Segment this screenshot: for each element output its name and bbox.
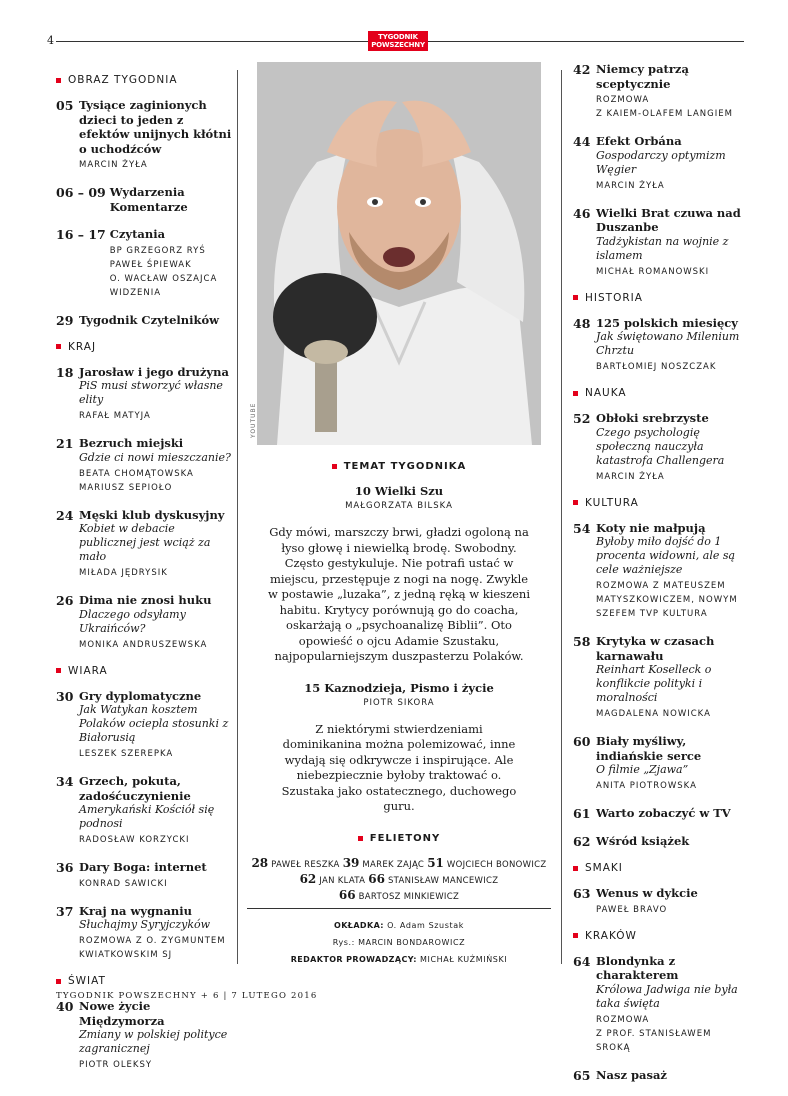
- entry-title: Efekt Orbána: [596, 134, 682, 148]
- toc-entry[interactable]: [56, 313, 232, 328]
- toc-entry[interactable]: [573, 886, 749, 917]
- felieton-author[interactable]: JAN KLATA: [319, 875, 366, 886]
- story-title-text: Kaznodzieja, Pismo i życie: [324, 680, 494, 695]
- section-marker: [573, 933, 578, 938]
- entry-author: RADOSŁAW KORZYCKI: [79, 835, 190, 845]
- entry-body: [79, 313, 232, 328]
- entry-title: Obłoki srebrzyste: [596, 411, 709, 425]
- story-title-text: Wielki Szu: [374, 484, 444, 498]
- entry-page-number: 30: [56, 688, 74, 704]
- entry-subtitle: Kobiet w debacie publicznej jest wciąż za mało: [79, 522, 211, 563]
- entry-author: ROZMOWA: [596, 95, 650, 105]
- section-felietony: [247, 833, 551, 844]
- editor-credit: REDAKTOR PROWADZĄCY: MICHAŁ KUŹMIŃSKI: [290, 955, 508, 964]
- entry-body: [596, 411, 749, 484]
- section-marker: [573, 295, 578, 300]
- entry-body: [79, 999, 232, 1072]
- entry-subtitle: Czego psychologię społeczną nauczyła katastrofa Challengera: [596, 425, 725, 467]
- credits: [247, 908, 551, 968]
- entry-body: [596, 316, 749, 375]
- felieton-page-number: 28: [251, 855, 269, 870]
- entry-author: MARCIN ŻYŁA: [596, 180, 665, 191]
- entry-author: RAFAŁ MATYJA: [79, 411, 151, 421]
- entry-body: [79, 365, 232, 424]
- entry-author: BARTŁOMIEJ NOSZCZAK: [596, 362, 717, 372]
- entry-author: ROZMOWA Z O. ZYGMUNTEM KWIATKOWSKIM SJ: [79, 936, 226, 960]
- entry-author: ROZMOWA: [596, 1014, 650, 1025]
- section-temat-tygodnika: [247, 461, 551, 472]
- felietony-row: [247, 872, 551, 888]
- toc-entry[interactable]: [573, 1068, 749, 1083]
- entry-page-number: 52: [573, 411, 591, 426]
- section-label: FELIETONY: [369, 832, 441, 844]
- entry-body: [79, 508, 232, 581]
- entry-body: [79, 904, 232, 963]
- felietony-row: [247, 888, 551, 904]
- felieton-author[interactable]: PAWEŁ RESZKA: [271, 859, 340, 870]
- toc-entry[interactable]: [56, 365, 232, 424]
- entry-body: [79, 593, 232, 652]
- entry-page-number: 24: [56, 507, 74, 523]
- section-label: SMAKI: [585, 862, 623, 874]
- entry-title: Wielki Brat czuwa nad Duszanbe: [596, 205, 741, 234]
- section-label: OBRAZ TYGODNIA: [68, 74, 178, 86]
- section-label: KULTURA: [585, 496, 639, 509]
- entry-author: KONRAD SAWICKI: [79, 878, 168, 889]
- section-marker: [56, 344, 61, 349]
- entry-page-number: 40: [56, 999, 74, 1014]
- section-heading: [56, 74, 232, 86]
- entry-subtitle: Zmiany w polskiej polityce zagranicznej: [79, 1028, 228, 1055]
- toc-entry[interactable]: [56, 774, 232, 847]
- entry-body: [596, 954, 749, 1055]
- entry-page-number: 44: [573, 134, 591, 149]
- column-divider-right: [561, 70, 562, 964]
- toc-entry[interactable]: [573, 134, 749, 193]
- section-label: HISTORIA: [585, 291, 643, 304]
- toc-entry[interactable]: [573, 411, 749, 484]
- entry-author: WIDZENIA: [109, 287, 162, 298]
- section-marker: [358, 836, 363, 841]
- entry-author: BP GRZEGORZ RYŚ: [109, 245, 206, 256]
- toc-entry[interactable]: [573, 834, 749, 849]
- entry-title: Warto zobaczyć w TV: [596, 806, 731, 820]
- entry-subtitle: Reinhart Koselleck o konflikcie polityki i moralności: [596, 663, 712, 704]
- logo-line-1: TYGODNIK: [378, 33, 418, 41]
- story-lede: Gdy mówi, marszczy brwi, gładzi ogoloną na łyso głowę i niewielką brodę. Swobodny. Często gestykuluje. Nie potrafi ustać w miejscu, przestępuje z nogi na nogę. Zwykle w postawie „luzaka”, z jedną ręką w kieszeni habitu. Krytycy porównują go do coacha, oskarżają o „psychoanalizę Biblii”. Oto opowieść o ojcu Adamie Szustaku, najpopularniejszym duszpasterzu Polaków.: [267, 525, 531, 663]
- logo-line-2: POWSZECHNY: [371, 41, 425, 49]
- entry-subtitle: O filmie „Zjawa”: [596, 763, 689, 776]
- entry-author: MARCIN ŻYŁA: [79, 160, 148, 170]
- entry-title: Dima nie znosi huku: [79, 593, 212, 607]
- entry-title: Męski klub dyskusyjny: [79, 507, 225, 522]
- entry-subtitle: Gospodarczy optymizm Węgier: [596, 148, 726, 176]
- entry-author: O. WACŁAW OSZAJCA: [109, 273, 218, 284]
- story-lede: Z niektórymi stwierdzeniami dominikanina można polemizować, inne wydają się odkrywcze i inspirujące. Ale niebezpiecznie byłoby traktować o. Szustaka jako ostatecznego, duchowego guru.: [281, 721, 517, 813]
- cover-photo: [257, 62, 541, 445]
- section-label: ŚWIAT: [68, 975, 106, 987]
- toc-entry[interactable]: [573, 206, 749, 279]
- entry-page-number: 48: [573, 315, 591, 331]
- toc-entry[interactable]: [56, 98, 232, 172]
- felieton-page-number: 51: [427, 855, 444, 870]
- entry-title: Koty nie małpują: [596, 520, 706, 535]
- section-label: KRAKÓW: [585, 929, 637, 942]
- entry-body: [596, 634, 749, 721]
- toc-entry[interactable]: [573, 316, 749, 375]
- section-heading: [573, 497, 749, 509]
- entry-page-number: 54: [573, 520, 591, 536]
- section-label: WIARA: [68, 664, 108, 677]
- story-page-number: 15: [304, 680, 321, 695]
- entry-page-number: 62: [573, 834, 591, 849]
- toc-right-column: [573, 62, 749, 1096]
- entry-body: [79, 98, 232, 172]
- section-marker: [56, 668, 61, 673]
- story-author: MAŁGORZATA BILSKA: [345, 501, 453, 511]
- entry-body: [110, 227, 232, 300]
- section-heading: [573, 862, 749, 874]
- entry-title: Grzech, pokuta, zadośćuczynienie: [79, 774, 191, 803]
- section-heading: [56, 665, 232, 677]
- entry-title: 125 polskich miesięcy: [596, 315, 738, 330]
- section-heading: [56, 341, 232, 353]
- toc-entry[interactable]: [56, 689, 232, 762]
- entry-author: MIŁADA JĘDRYSIK: [79, 568, 168, 578]
- section-heading: [573, 930, 749, 942]
- entry-page-number: 42: [573, 62, 591, 77]
- entry-author: LESZEK SZEREPKA: [79, 749, 174, 759]
- felieton-page-number: 66: [338, 887, 356, 902]
- toc-entry[interactable]: [56, 227, 232, 300]
- entry-page-number: 26: [56, 593, 74, 608]
- story-title[interactable]: [247, 681, 551, 695]
- entry-subtitle: Gdzie ci nowi mieszczanie?: [79, 450, 231, 464]
- entry-page-number: 06 – 09: [56, 185, 106, 200]
- column-divider-left: [237, 70, 238, 964]
- toc-entry[interactable]: [56, 185, 232, 214]
- section-marker: [56, 979, 61, 984]
- section-marker: [573, 391, 578, 396]
- felieton-author[interactable]: MAREK ZAJĄC: [362, 859, 425, 870]
- entry-page-number: 21: [56, 436, 74, 451]
- entry-body: [596, 834, 749, 849]
- entry-title: Krytyka w czasach karnawału: [596, 634, 715, 663]
- entry-title: Tysiące zaginionych dzieci to jeden z efektów unijnych kłótni o uchodźców: [79, 98, 232, 156]
- entry-subtitle: Amerykański Kościół się podnosi: [79, 803, 215, 830]
- entry-author: ROZMOWA Z MATEUSZEM MATYSZKOWICZEM, NOWYM SZEFEM TVP KULTURA: [596, 581, 738, 619]
- entry-page-number: 46: [573, 205, 591, 221]
- story-title[interactable]: [247, 484, 551, 498]
- toc-entry[interactable]: [573, 954, 749, 1055]
- entry-title: Niemcy patrzą sceptycznie: [596, 62, 689, 91]
- entry-title: Wśród książek: [596, 834, 690, 848]
- entry-page-number: 34: [56, 774, 74, 789]
- entry-subtitle: Tadżykistan na wojnie z islamem: [596, 234, 729, 262]
- entry-page-number: 65: [573, 1067, 591, 1083]
- entry-page-number: 64: [573, 953, 591, 969]
- entry-page-number: 29: [56, 312, 74, 328]
- toc-entry[interactable]: [573, 734, 749, 793]
- entry-subtitle: Dlaczego odsyłamy Ukraińców?: [79, 607, 186, 635]
- entry-title: Tygodnik Czytelników: [79, 312, 220, 327]
- drawing-credit: Rys.: MARCIN BONDAROWICZ: [332, 938, 466, 947]
- entry-body: [596, 734, 749, 793]
- entry-body: [596, 134, 749, 193]
- toc-left-column: [56, 62, 232, 1085]
- felieton-page-number: 66: [368, 871, 385, 886]
- page-number: 4: [47, 34, 54, 47]
- entry-body: [596, 886, 749, 917]
- entry-body: [596, 206, 749, 279]
- entry-body: [79, 689, 232, 762]
- entry-page-number: 05: [56, 98, 74, 113]
- entry-body: [110, 185, 232, 214]
- section-marker: [573, 866, 578, 871]
- toc-entry[interactable]: [56, 593, 232, 652]
- felieton-author[interactable]: STANISŁAW MANCEWICZ: [387, 875, 499, 886]
- entry-title: Nasz pasaż: [596, 1067, 667, 1082]
- entry-title: Wydarzenia Komentarze: [109, 185, 188, 214]
- section-marker: [573, 500, 578, 505]
- entry-author: PAWEŁ BRAVO: [596, 904, 668, 915]
- entry-page-number: 18: [56, 364, 74, 380]
- entry-body: [596, 521, 749, 622]
- section-heading: [573, 292, 749, 304]
- entry-body: [596, 806, 749, 821]
- entry-title: Gry dyplomatyczne: [79, 688, 202, 703]
- entry-author: PIOTR OLEKSY: [79, 1060, 153, 1070]
- toc-entry[interactable]: [573, 634, 749, 721]
- felieton-page-number: 39: [342, 855, 360, 870]
- entry-body: [596, 1068, 749, 1083]
- toc-entry[interactable]: [56, 999, 232, 1072]
- entry-body: [79, 436, 232, 495]
- entry-author: MARCIN ŻYŁA: [596, 471, 665, 482]
- felieton-author[interactable]: BARTOSZ MINKIEWICZ: [358, 891, 460, 902]
- entry-author: BEATA CHOMĄTOWSKA: [79, 468, 194, 479]
- toc-entry[interactable]: [573, 62, 749, 121]
- toc-entry[interactable]: [56, 904, 232, 963]
- entry-title: Blondynka z charakterem: [596, 953, 679, 982]
- story-page-number: 10: [354, 484, 371, 498]
- entry-title: Czytania: [109, 227, 166, 241]
- entry-page-number: 63: [573, 886, 591, 901]
- entry-title: Nowe życie Międzymorza: [79, 999, 165, 1028]
- toc-entry[interactable]: [56, 508, 232, 581]
- entry-page-number: 61: [573, 806, 591, 821]
- story-author: PIOTR SIKORA: [363, 697, 435, 708]
- felietony-row: [247, 856, 551, 872]
- magazine-logo[interactable]: [368, 31, 428, 51]
- entry-body: [79, 774, 232, 847]
- entry-author: Z PROF. STANISŁAWEM SROKĄ: [596, 1028, 712, 1053]
- section-marker: [332, 464, 337, 469]
- entry-body: [79, 860, 232, 891]
- entry-author: Z KAIEM-OLAFEM LANGIEM: [596, 109, 733, 119]
- section-marker: [56, 78, 61, 83]
- entry-title: Dary Boga: internet: [79, 860, 207, 874]
- entry-page-number: 60: [573, 734, 591, 749]
- page-footer: TYGODNIK POWSZECHNY + 6 | 7 LUTEGO 2016: [56, 991, 318, 1001]
- toc-entry[interactable]: [56, 436, 232, 495]
- entry-subtitle: PiS musi stworzyć własne elity: [79, 379, 223, 406]
- entry-page-number: 36: [56, 860, 74, 875]
- toc-entry[interactable]: [573, 806, 749, 821]
- felieton-author[interactable]: WOJCIECH BONOWICZ: [446, 859, 547, 870]
- section-label: TEMAT TYGODNIKA: [343, 461, 467, 472]
- entry-body: [596, 62, 749, 121]
- entry-subtitle: Słuchajmy Syryjczyków: [79, 918, 211, 931]
- toc-entry[interactable]: [56, 860, 232, 891]
- entry-page-number: 16 – 17: [56, 227, 106, 242]
- section-heading: [56, 975, 232, 987]
- cover-credit: OKŁADKA: O. Adam Szustak: [334, 921, 464, 930]
- entry-title: Kraj na wygnaniu: [79, 903, 193, 918]
- entry-subtitle: Jak świętowano Milenium Chrztu: [596, 330, 740, 357]
- entry-subtitle: Królowa Jadwiga nie była taka święta: [596, 982, 738, 1010]
- entry-author: ANITA PIOTROWSKA: [596, 781, 697, 791]
- entry-title: Jarosław i jego drużyna: [79, 364, 229, 379]
- felieton-page-number: 62: [299, 871, 317, 886]
- entry-title: Biały myśliwy, indiańskie serce: [596, 734, 702, 763]
- toc-entry[interactable]: [573, 521, 749, 622]
- man-photo-illustration: [257, 62, 541, 445]
- entry-author: MONIKA ANDRUSZEWSKA: [79, 639, 208, 650]
- section-label: NAUKA: [585, 387, 627, 399]
- photo-credit: YOUTUBE: [250, 402, 257, 438]
- toc-middle-column: [247, 62, 551, 904]
- entry-author: PAWEŁ ŚPIEWAK: [109, 259, 192, 270]
- section-heading: [573, 387, 749, 399]
- felietony-list: [247, 856, 551, 904]
- entry-author: MICHAŁ ROMANOWSKI: [596, 266, 710, 277]
- entry-page-number: 58: [573, 634, 591, 649]
- entry-subtitle: Byłoby miło dojść do 1 procenta widowni, ale są cele ważniejsze: [596, 535, 736, 576]
- entry-page-number: 37: [56, 903, 74, 919]
- section-label: KRAJ: [68, 340, 97, 353]
- entry-subtitle: Jak Watykan kosztem Polaków ocieplа stosunki z Białorusią: [79, 703, 229, 744]
- entry-title: Wenus w dykcie: [596, 886, 698, 900]
- entry-author: MARIUSZ SEPIOŁO: [79, 482, 173, 493]
- entry-author: MAGDALENA NOWICKA: [596, 709, 711, 719]
- entry-title: Bezruch miejski: [79, 436, 184, 450]
